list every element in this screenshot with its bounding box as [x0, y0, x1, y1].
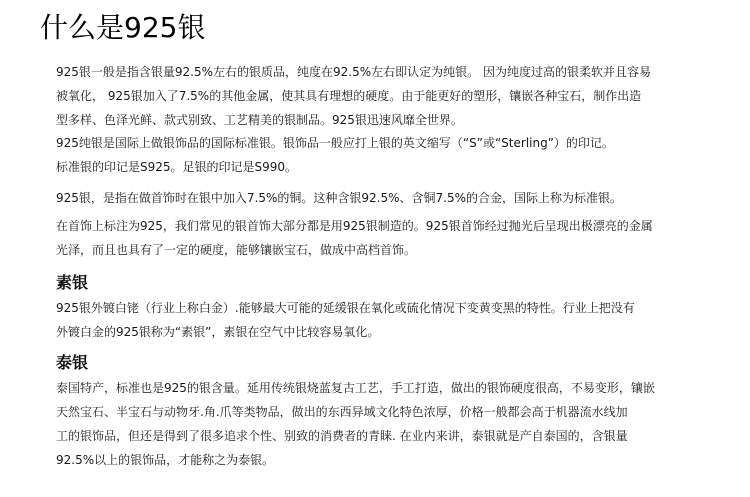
text-line: 工的银饰品，但还是得到了很多追求个性、别致的消费者的青睐. 在业内来讲，泰银就是产自泰国的，含银量: [56, 429, 628, 443]
paragraph-jewelry-usage: [56, 214, 704, 262]
text-line: 标准银的印记是S925。足银的印记是S990。: [56, 160, 298, 174]
paragraph-925-definition: [56, 60, 704, 132]
section-heading-plain-silver: 素银: [56, 273, 89, 292]
text-line: 925银一般是指含银量92.5%左右的银质品，纯度在92.5%左右即认定为纯银。 因为纯度过高的银柔软并且容易: [56, 65, 651, 79]
page-title: 什么是925银: [40, 11, 206, 44]
text-line: 天然宝石、半宝石与动物牙.角.爪等类物品，做出的东西异域文化特色浓厚，价格一般都会高于机器流水线加: [56, 405, 628, 419]
text-line: 在首饰上标注为925，我们常见的银首饰大部分都是用925银制造的。925银首饰经过抛光后呈现出极漂亮的金属: [56, 219, 653, 233]
section-heading-thai-silver: 泰银: [56, 353, 89, 372]
text-line: 925银，是指在做首饰时在银中加入7.5%的铜。这种含银92.5%、含铜7.5%的合金，国际上称为标准银。: [56, 191, 623, 205]
text-line: 型多样、色泽光鲜、款式别致、工艺精美的银制品。925银迅速风靡全世界。: [56, 113, 463, 127]
text-line: 光泽，而且也具有了一定的硬度，能够镶嵌宝石，做成中高档首饰。: [56, 243, 417, 257]
text-line: 外镀白金的925银称为“素银”，素银在空气中比较容易氧化。: [56, 325, 380, 339]
text-line: 92.5%以上的银饰品，才能称之为泰银。: [56, 453, 275, 467]
paragraph-copper-alloy: [56, 186, 704, 210]
paragraph-international-standard: [56, 131, 704, 179]
text-line: 925纯银是国际上做银饰品的国际标准银。银饰品一般应打上银的英文缩写（“S”或“Sterling”）的印记。: [56, 136, 614, 150]
text-line: 925银外镀白铑（行业上称白金）.能够最大可能的延缓银在氧化或硫化情况下变黄变黑的特性。行业上把没有: [56, 301, 635, 315]
section-body-plain-silver: [56, 296, 704, 344]
text-line: 泰国特产，标准也是925的银含量。延用传统银烧蓝复古工艺，手工打造，做出的银饰硬度很高，不易变形，镶嵌: [56, 381, 655, 395]
text-line: 被氧化， 925银加入了7.5%的其他金属，使其具有理想的硬度。由于能更好的塑形，镶嵌各种宝石，制作出造: [56, 89, 642, 103]
section-body-thai-silver: [56, 376, 704, 472]
